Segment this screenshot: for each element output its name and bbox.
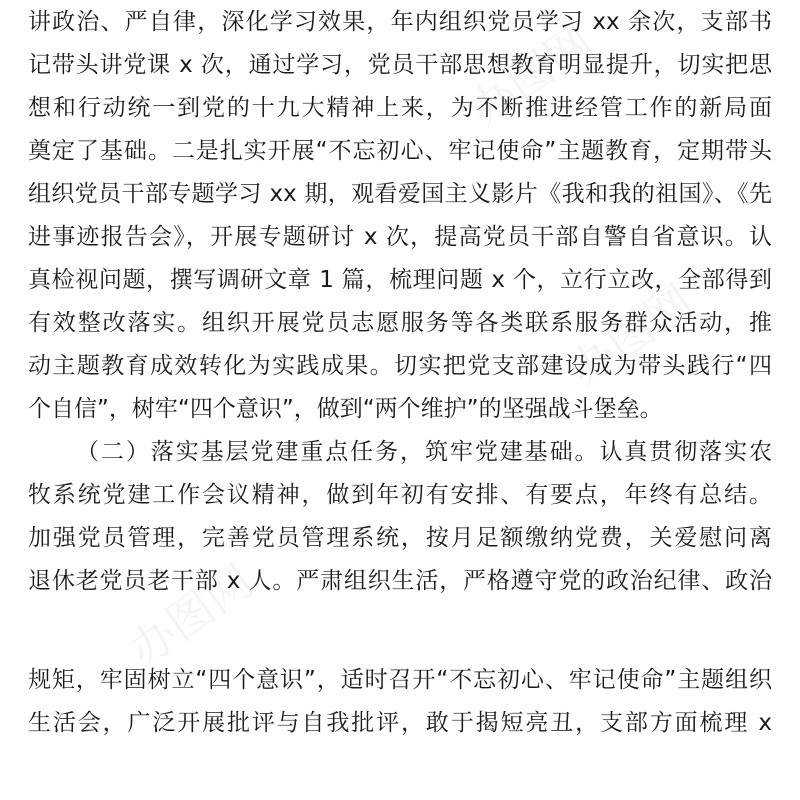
text-line: 动主题教育成效转化为实践成果。切实把党支部建设成为带头践行“四 [28,353,772,379]
text-line: 加强党员管理，完善党员管理系统，按月足额缴纳党费，关爱慰问离 [28,525,772,551]
text-line: 退休老党员老干部 x 人。严肃组织生活，严格遵守党的政治纪律、政治 [28,568,772,594]
text-line: 真检视问题，撰写调研文章 1 篇，梳理问题 x 个，立行立改，全部得到 [28,267,772,293]
text-line: 牧系统党建工作会议精神，做到年初有安排、有要点，年终有总结。 [28,482,772,508]
text-line: 有效整改落实。组织开展党员志愿服务等各类联系服务群众活动，推 [28,310,772,336]
text-line: 讲政治、严自律，深化学习效果，年内组织党员学习 xx 余次，支部书 [28,9,772,35]
text-line: 规矩，牢固树立“四个意识”，适时召开“不忘初心、牢记使命”主题组织 [28,667,772,693]
text-line: 想和行动统一到党的十九大精神上来，为不断推进经管工作的新局面 [28,95,772,121]
text-line: 进事迹报告会》，开展专题研讨 x 次，提高党员干部自警自省意识。认 [28,224,772,250]
text-line: 个自信”，树牢“四个意识”，做到“两个维护”的坚强战斗堡垒。 [28,396,663,422]
text-line: 记带头讲党课 x 次，通过学习，党员干部思想教育明显提升，切实把思 [28,52,772,78]
text-line: 奠定了基础。二是扎实开展“不忘初心、牢记使命”主题教育，定期带头 [28,138,772,164]
section-heading-line: （二）落实基层党建重点任务，筑牢党建基础。认真贯彻落实农 [76,439,772,465]
text-line: 生活会，广泛开展批评与自我批评，敢于揭短亮丑，支部方面梳理 x [28,710,772,736]
text-line: 组织党员干部专题学习 xx 期，观看爱国主义影片《我和我的祖国》、《先 [28,181,772,207]
